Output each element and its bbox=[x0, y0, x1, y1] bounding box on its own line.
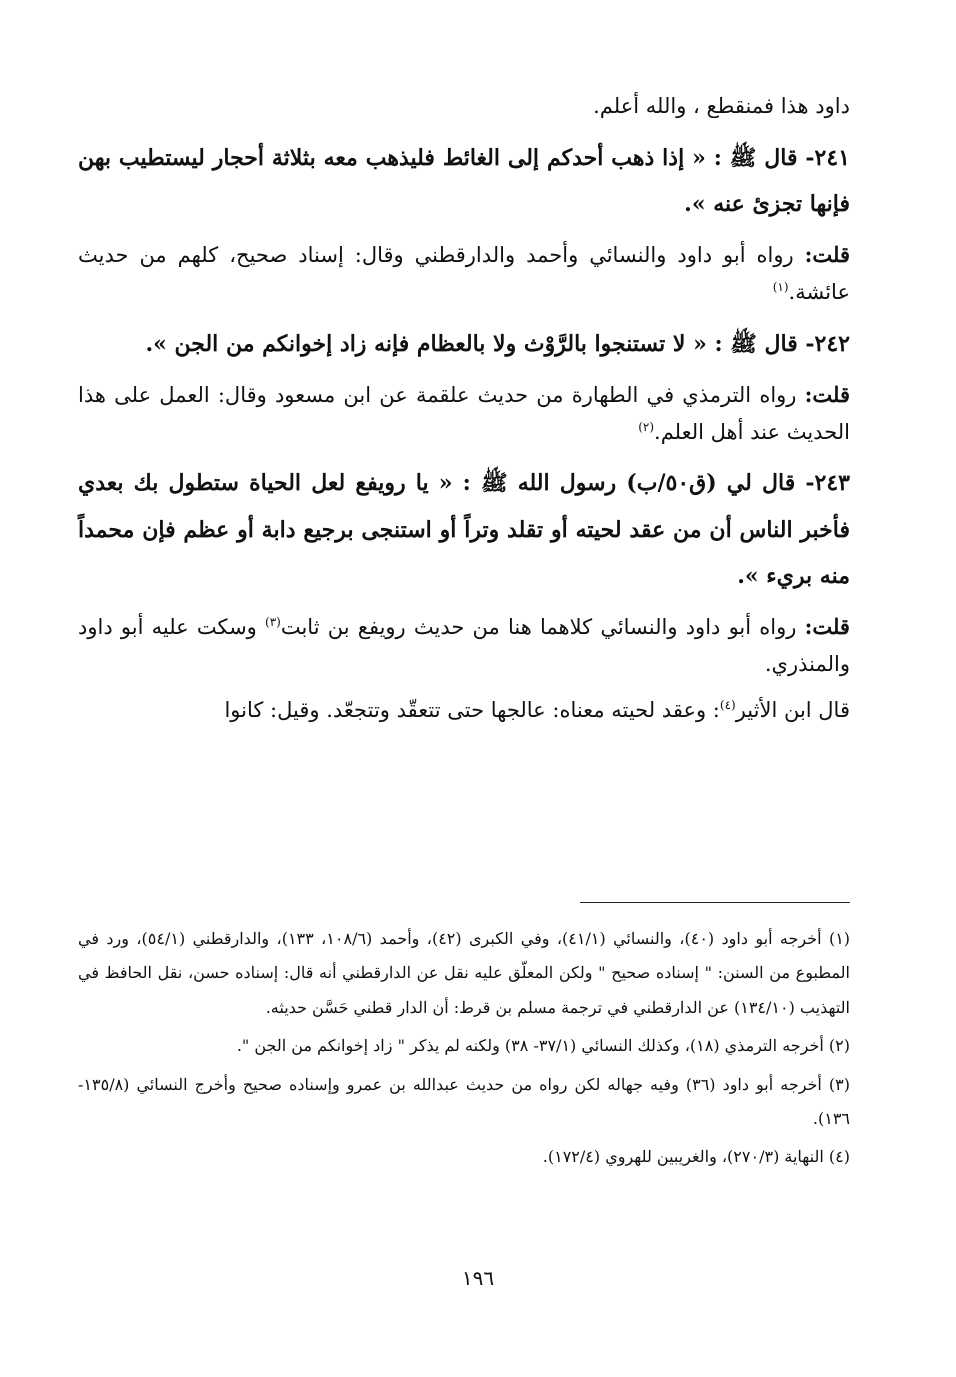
commentary-241 bbox=[78, 237, 850, 311]
footnote-4: (٤) النهاية (٢٧٠/٣)، والغريبين للهروي (١٧٢/٤). bbox=[542, 1147, 850, 1167]
page-number: ١٩٦ bbox=[461, 1266, 495, 1290]
main-text bbox=[78, 88, 850, 729]
commentary-text-cont: وسكت عليه أبو داود والمنذري. bbox=[78, 614, 850, 676]
footnote-2: (٢) أخرجه الترمذي (١٨)، وكذلك النسائي (٣٧/١- ٣٨) ولكنه لم يذكر " زاد إخوانكم من الجن ". bbox=[236, 1036, 850, 1056]
paragraph-intro: داود هذا فمنقطع ، والله أعلم. bbox=[593, 94, 850, 118]
footnote-ref-4[interactable]: (٤) bbox=[719, 698, 736, 713]
paragraph-text: قال ابن الأثير bbox=[735, 698, 850, 723]
footnote-3: (٣) أخرجه أبو داود (٣٦) وفيه جهاله لكن رواه من حديث عبدالله بن عمرو وإسناده صحيح وأخرج النسائي (١٣٥/٨- ١٣٦). bbox=[78, 1074, 851, 1128]
footnote-divider bbox=[580, 902, 850, 903]
paragraph-text-cont: : وعقد لحيته معناه: عالجها حتى تتعقّد وتتجعّد. وقيل: كانوا bbox=[224, 698, 720, 723]
footnote-ref-1[interactable]: (١) bbox=[772, 279, 789, 294]
paragraph-ibn-athir bbox=[78, 692, 850, 729]
commentary-text: رواه الترمذي في الطهارة من حديث علقمة عن ابن مسعود وقال: العمل على هذا الحديث عند أهل العلم. bbox=[78, 382, 850, 444]
commentary-242 bbox=[78, 377, 850, 451]
commentary-243 bbox=[78, 609, 850, 683]
footnote-ref-2[interactable]: (٢) bbox=[638, 419, 655, 434]
commentary-text: رواه أبو داود والنسائي وأحمد والدارقطني وقال: إسناد صحيح، كلهم من حديث عائشة. bbox=[78, 243, 850, 304]
footnote-ref-3[interactable]: (٣) bbox=[265, 614, 281, 629]
hadith-243: ٢٤٣- قال لي (ق٥٠/ب) رسول الله ﷺ : « يا رويفع لعل الحياة ستطول بك بعدي فأخبر الناس أن من عقد لحيته أو تقلد وتراً أو استنجى برجيع دابة أو عظم فإن محمداً منه بريء ». bbox=[78, 470, 850, 589]
hadith-241: ٢٤١- قال ﷺ : « إذا ذهب أحدكم إلى الغائط فليذهب معه بثلاثة أحجار ليستطيب بهن فإنها تجزئ عنه ». bbox=[78, 144, 850, 217]
commentary-lead: قلت: bbox=[804, 613, 850, 639]
hadith-242: ٢٤٢- قال ﷺ : « لا تستنجوا بالرَّوْث ولا بالعظام فإنه زاد إخوانكم من الجن ». bbox=[145, 330, 850, 357]
footnotes bbox=[78, 922, 850, 1179]
commentary-lead: قلت: bbox=[804, 242, 850, 268]
commentary-lead: قلت: bbox=[804, 381, 850, 407]
commentary-text: رواه أبو داود والنسائي كلاهما هنا من حديث رويفع بن ثابت bbox=[280, 614, 805, 639]
footnote-1: (١) أخرجه أبو داود (٤٠)، والنسائي (٤١/١)، وفي الكبرى (٤٢)، وأحمد (١٠٨/٦، ١٣٣)، والدارقطني (٥٤/١)، ورد في المطبوع من السنن: " إسناده صحيح " ولكن المعلّق عليه نقل عن الدارقطني أنه قال: إسناده حسن، نقل الحافظ في التهذيب (١٣٤/١٠) عن الدارقطني في ترجمة مسلم بن قرط: أن الدار قطني حَسَّن حديثه. bbox=[78, 929, 851, 1017]
